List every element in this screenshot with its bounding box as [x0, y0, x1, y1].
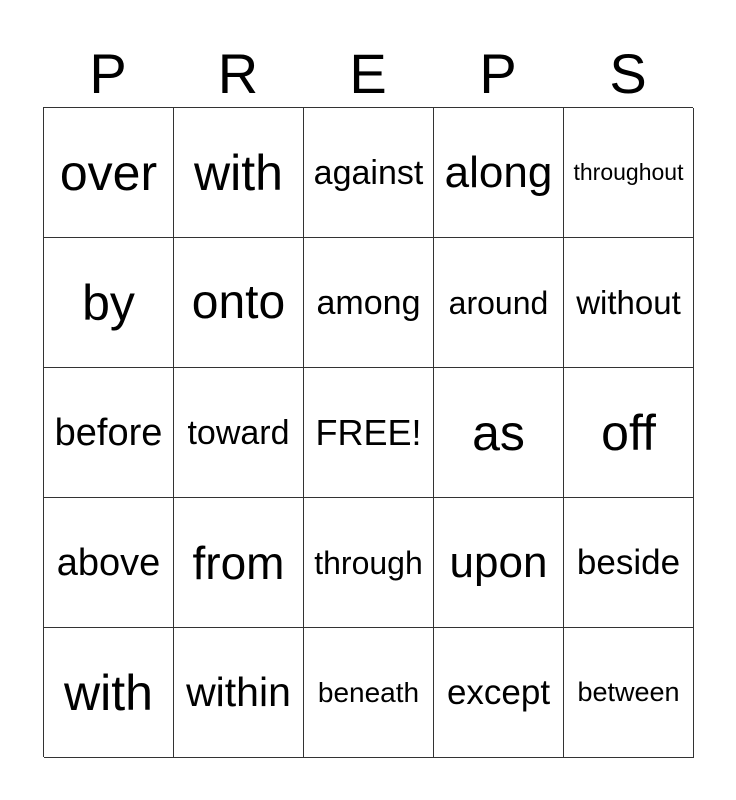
bingo-cell[interactable]: except — [434, 628, 564, 758]
bingo-cell[interactable]: among — [304, 238, 434, 368]
header-letter-2: R — [217, 42, 259, 105]
bingo-cell[interactable]: along — [434, 108, 564, 238]
bingo-cell[interactable]: from — [174, 498, 304, 628]
bingo-cell[interactable]: toward — [174, 368, 304, 498]
bingo-cell[interactable]: within — [174, 628, 304, 758]
header-letter-1: P — [89, 42, 127, 105]
bingo-cell[interactable]: beside — [564, 498, 694, 628]
header-letter-4: P — [479, 42, 517, 105]
bingo-cell[interactable]: above — [44, 498, 174, 628]
bingo-cell[interactable]: against — [304, 108, 434, 238]
bingo-cell[interactable]: before — [44, 368, 174, 498]
free-space-cell[interactable]: FREE! — [304, 368, 434, 498]
bingo-cell[interactable]: upon — [434, 498, 564, 628]
bingo-cell[interactable]: with — [44, 628, 174, 758]
bingo-cell[interactable]: by — [44, 238, 174, 368]
bingo-cell[interactable]: as — [434, 368, 564, 498]
bingo-cell[interactable]: between — [564, 628, 694, 758]
bingo-cell[interactable]: over — [44, 108, 174, 238]
bingo-cell[interactable]: with — [174, 108, 304, 238]
bingo-cell[interactable]: off — [564, 368, 694, 498]
bingo-cell[interactable]: throughout — [564, 108, 694, 238]
bingo-cell[interactable]: beneath — [304, 628, 434, 758]
bingo-cell[interactable]: without — [564, 238, 694, 368]
bingo-cell[interactable]: around — [434, 238, 564, 368]
header-letter-5: S — [609, 42, 647, 105]
bingo-board — [43, 107, 693, 757]
bingo-cell[interactable]: through — [304, 498, 434, 628]
header-letter-3: E — [349, 42, 387, 105]
bingo-header — [43, 40, 693, 108]
bingo-cell[interactable]: onto — [174, 238, 304, 368]
